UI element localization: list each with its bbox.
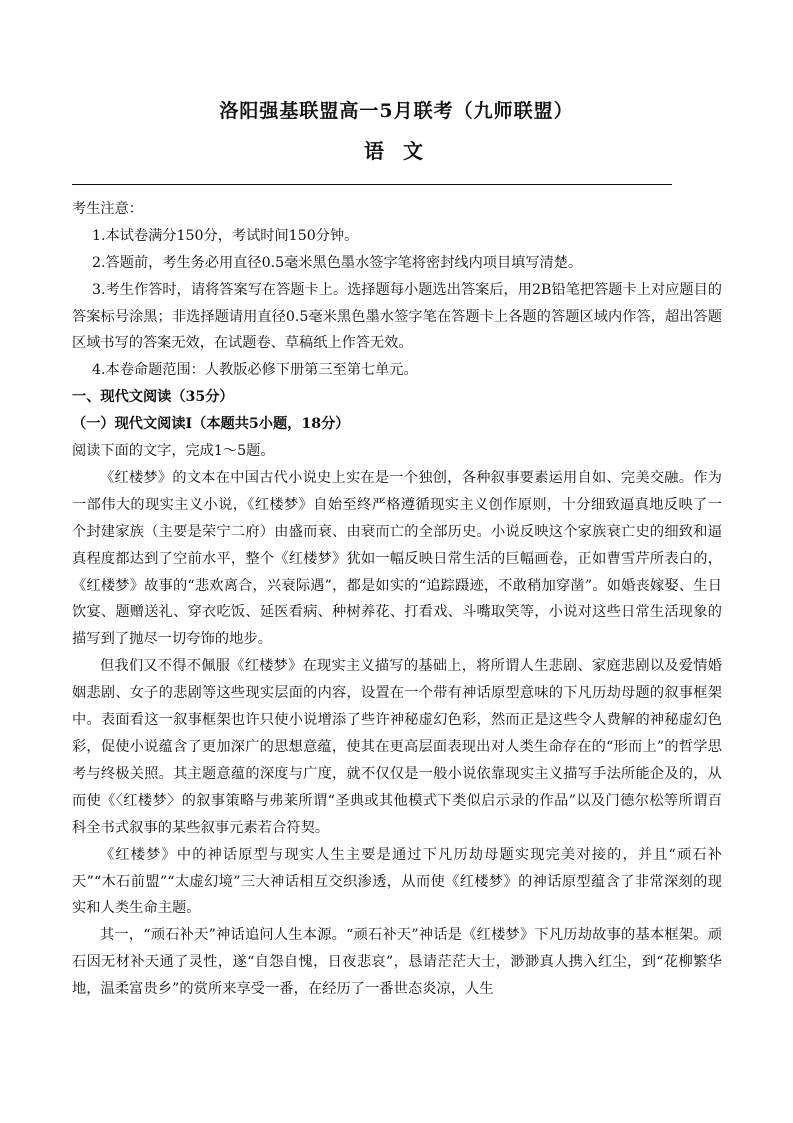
notice-item-1: 1.本试卷满分150分，考试时间150分钟。 (92, 227, 359, 244)
subject-title: 语 文 (364, 139, 429, 163)
exam-title: 洛阳强基联盟高一5月联考（九师联盟） (219, 100, 574, 122)
subsection-heading: （一）现代文阅读Ⅰ（本题共5小题，18分） (72, 416, 350, 433)
passage-paragraph-1: 《红楼梦》的文本在中国古代小说史上实在是一个独创，各种叙事要素运用自如、完美交融。作为一部伟大的现实主义小说，《红楼梦》自始至终严格遵循现实主义创作原则，十分细致逼真地反映了一个封建家族（主要是荣宁二府）由盛而衰、由衰而亡的全部历史。小说反映这个家族衰亡史的细致和逼真程度都达到了空前水平，整个《红楼梦》犹如一幅反映日常生活的巨幅画卷，正如曹雪芹所表白的，《红楼梦》故事的“悲欢离合，兴衰际遇”，都是如实的“追踪蹑迹，不敢稍加穿凿”。如婚丧嫁娶、生日饮宴、题赠送礼、穿衣吃饭、延医看病、种树养花、打看戏、斗嘴取笑等，小说对这些日常生活现象的描写到了抛尽一切夸饰的地步。 (72, 469, 722, 648)
notice-item-4: 4.本卷命题范围：人教版必修下册第三至第七单元。 (92, 362, 418, 379)
passage-paragraph-3: 《红楼梦》中的神话原型与现实人生主要是通过下凡历劫母题实现完美对接的，并且“顽石补天”“木石前盟”“太虚幻境”三大神话相互交织渗透，从而使《红楼梦》的神话原型蕴含了非常深刻的现实和人类生命主题。 (72, 846, 722, 917)
passage-paragraph-4: 其一，“顽石补天”神话追问人生本源。“顽石补天”神话是《红楼梦》下凡历劫故事的基本框架。顽石因无材补天通了灵性，遂“自怨自愧，日夜悲哀”，恳请茫茫大士，渺渺真人携入红尘，到“花柳繁华地，温柔富贵乡”的赏所来享受一番，在经历了一番世态炎凉，人生 (72, 927, 722, 998)
exam-body (72, 196, 722, 1003)
notice-item-3: 3.考生作答时，请将答案写在答题卡上。选择题每小题选出答案后，用2B铅笔把答题卡上对应题目的答案标号涂黑；非选择题请用直径0.5毫米黑色墨水签字笔在答题卡上各题的答题区域内作答，超出答题区域书写的答案无效，在试题卷、草稿纸上作答无效。 (72, 281, 722, 352)
notice-item-2: 2.答题前，考生务必用直径0.5毫米黑色墨水签字笔将密封线内项目填写清楚。 (92, 254, 583, 271)
section-heading: 一、现代文阅读（35分） (72, 389, 234, 406)
notice-heading: 考生注意： (72, 201, 143, 217)
passage-paragraph-2: 但我们又不得不佩服《红楼梦》在现实主义描写的基础上，将所谓人生悲剧、家庭悲剧以及爱情婚姻悲剧、女子的悲剧等这些现实层面的内容，设置在一个带有神话原型意味的下凡历劫母题的叙事框架中。表面看这一叙事框架也许只使小说增添了些许神秘虚幻色彩，然而正是这些令人费解的神秘虚幻色彩，促使小说蕴含了更加深广的思想意蕴，使其在更高层面表现出对人类生命存在的“形而上”的哲学思考与终极关照。其主题意蕴的深度与广度，就不仅仅是一般小说依靠现实主义描写手法所能企及的，从而使《〈红楼梦〉的叙事策略与弗莱所谓“圣典或其他模式下类似启示录的作品”以及门德尔松等所谓百科全书式叙事的某些叙事元素若合符契。 (72, 658, 722, 836)
header-divider (72, 184, 672, 185)
reading-instruction: 阅读下面的文字，完成1～5题。 (72, 443, 275, 460)
